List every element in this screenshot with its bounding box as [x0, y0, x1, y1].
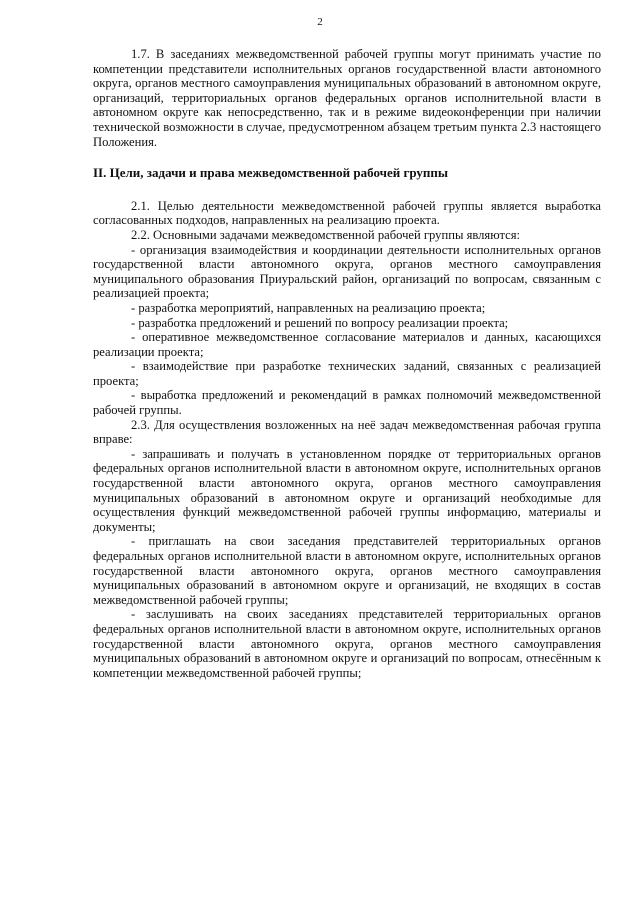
- list-item: - заслушивать на своих заседаниях представителей территориальных органов федеральных органов исполнительной власти в автономном округе, исполнительных органов государственной власти автономного округа, органов местного самоуправления муниципальных образований в автономном округе и организаций по вопросам, отнесённым к компетенции межведомственной рабочей группы;: [93, 607, 601, 680]
- document-body: [93, 47, 601, 680]
- list-item: - взаимодействие при разработке технических заданий, связанных с реализацией проекта;: [93, 359, 601, 388]
- list-item: - оперативное межведомственное согласование материалов и данных, касающихся реализации проекта;: [93, 330, 601, 359]
- paragraph-2-1: 2.1. Целью деятельности межведомственной рабочей группы является выработка согласованных подходов, направленных на реализацию проекта.: [93, 198, 601, 228]
- paragraph-2-3: 2.3. Для осуществления возложенных на неё задач межведомственная рабочая группа вправе:: [93, 417, 601, 447]
- page-number: 2: [317, 16, 323, 28]
- section-heading: II. Цели, задачи и права межведомственной рабочей группы: [93, 165, 449, 181]
- list-item: - разработка мероприятий, направленных на реализацию проекта;: [131, 300, 486, 315]
- list-item: - разработка предложений и решений по вопросу реализации проекта;: [131, 315, 509, 330]
- paragraph-1-7: 1.7. В заседаниях межведомственной рабочей группы могут принимать участие по компетенции представители исполнительных органов государственной власти автономного округа, органов местного самоуправления муниципальных образований в автономном округе, организаций, территориальных органов федеральных органов исполнительной власти в автономном округе как непосредственно, так и в режиме видеоконференции при наличии технической возможности в случае, предусмотренном абзацем третьим пункта 2.3 настоящего Положения.: [93, 47, 601, 149]
- list-item: - приглашать на свои заседания представителей территориальных органов федеральных органов исполнительной власти в автономном округе, исполнительных органов государственной власти автономного округа, органов местного самоуправления муниципальных образований в автономном округе и организаций, не входящих в состав межведомственной рабочей группы;: [93, 534, 601, 607]
- list-item: - выработка предложений и рекомендаций в рамках полномочий межведомственной рабочей группы.: [93, 388, 601, 418]
- paragraph-2-2: 2.2. Основными задачами межведомственной рабочей группы являются:: [131, 227, 521, 242]
- list-item: - запрашивать и получать в установленном порядке от территориальных органов федеральных органов исполнительной власти в автономном округе, исполнительных органов государственной власти автономного округа, органов местного самоуправления муниципальных образований в автономном округе и организаций необходимые для осуществления функций межведомственной рабочей группы информацию, материалы и документы;: [93, 446, 601, 534]
- list-item: - организация взаимодействия и координации деятельности исполнительных органов государственной власти автономного округа, органов местного самоуправления муниципального образования Приуральский район, организаций по вопросам, связанным с реализацией проекта;: [93, 242, 601, 301]
